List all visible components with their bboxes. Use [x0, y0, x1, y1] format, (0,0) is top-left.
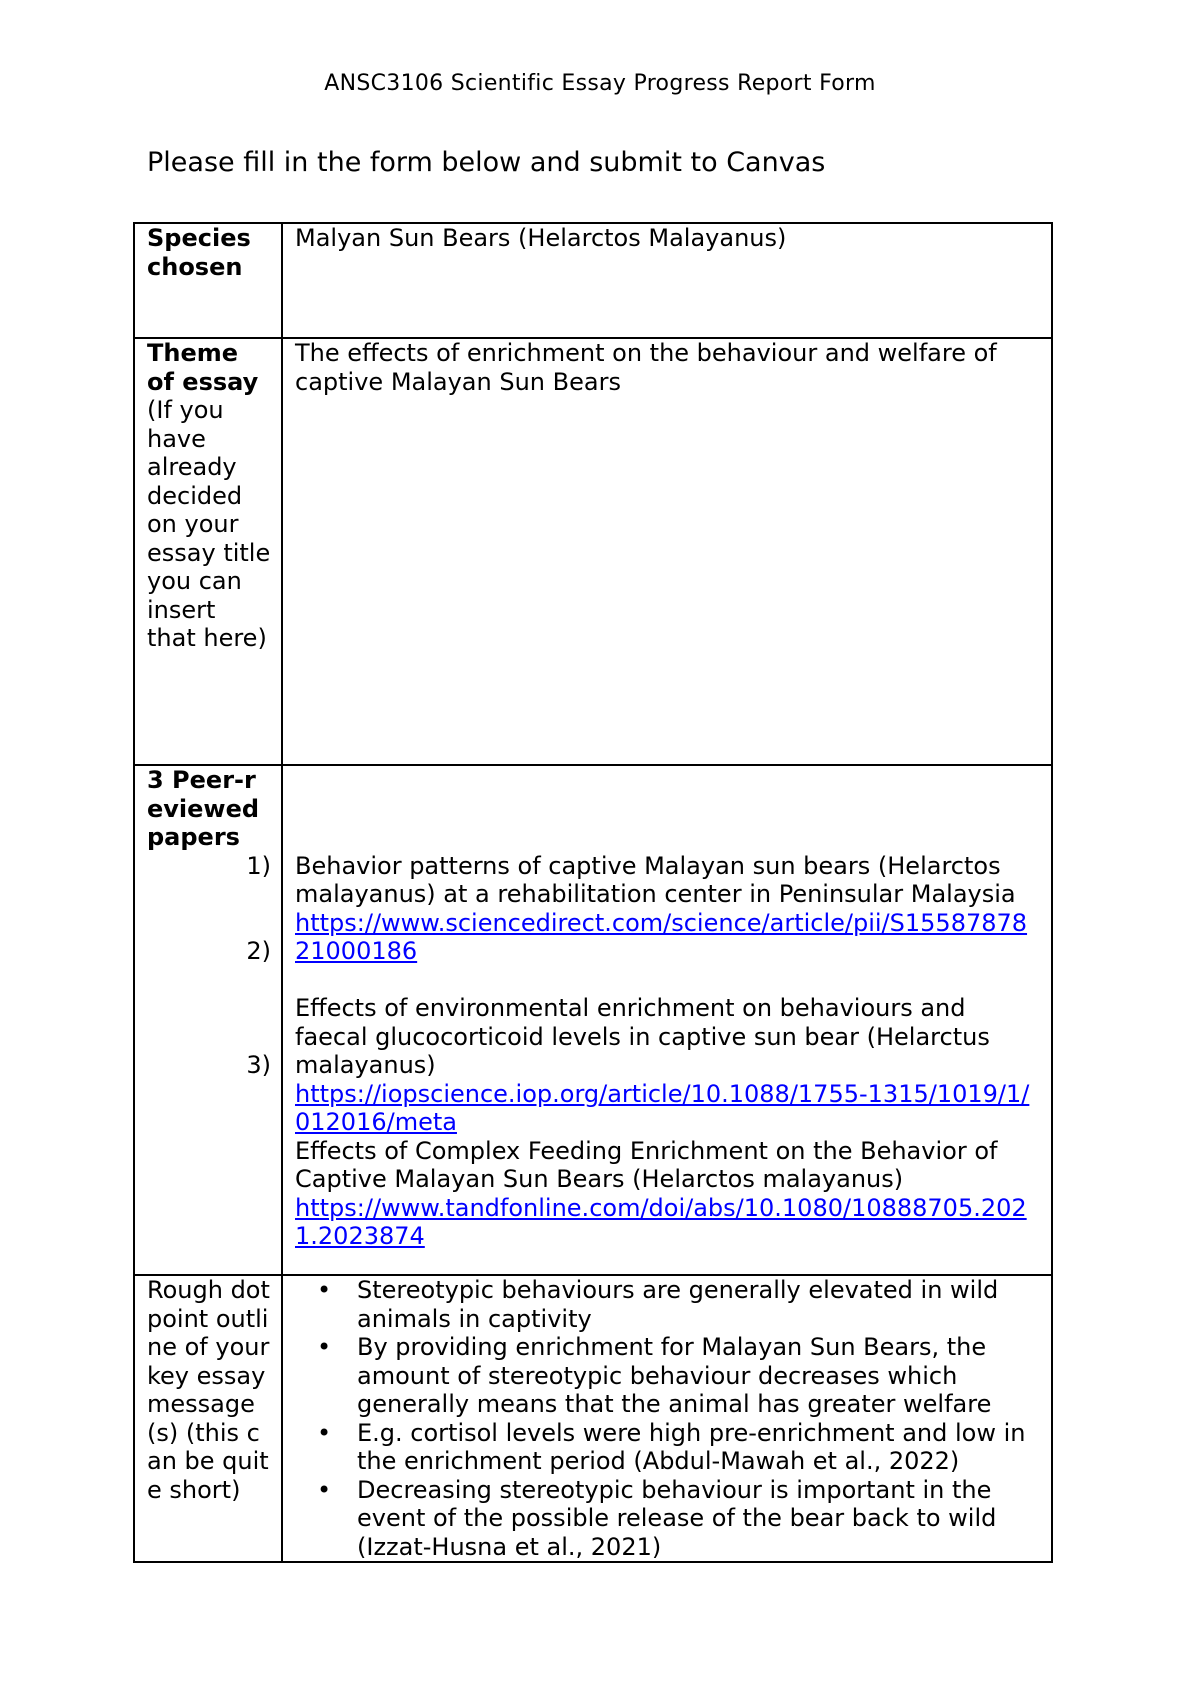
outline-row — [134, 1275, 1052, 1562]
species-value-cell[interactable] — [282, 223, 1052, 338]
species-label-cell — [134, 223, 282, 338]
bullet-dot-icon: • — [317, 1475, 332, 1504]
theme-label: Theme of essay — [147, 339, 259, 396]
paper-entry-2 — [295, 994, 1041, 1137]
species-label: Species chosen — [147, 224, 251, 281]
outline-label-cell — [134, 1275, 282, 1562]
outline-bullet-2 — [317, 1333, 1041, 1419]
paper-link-2[interactable]: https://iopscience.iop.org/article/10.1088/1755-1315/1019/1/012016/meta — [295, 1079, 1030, 1136]
paper-number-3: 3) — [246, 1051, 271, 1079]
theme-value-cell[interactable] — [282, 338, 1052, 765]
outline-label: Rough dot point outline of your key essay message(s) (this can be quite short) — [147, 1276, 270, 1504]
paper-title-2: Effects of environmental enrichment on behaviours and faecal glucocorticoid levels in captive sun bear (Helarctus malayanus) — [295, 994, 990, 1079]
papers-row — [134, 765, 1052, 1275]
theme-row — [134, 338, 1052, 765]
paper-entry-1 — [295, 852, 1041, 966]
theme-label-cell — [134, 338, 282, 765]
papers-label: 3 Peer-reviewed papers — [147, 766, 260, 851]
paper-link-1[interactable]: https://www.sciencedirect.com/science/article/pii/S1558787821000186 — [295, 908, 1028, 965]
theme-label-note: (If you have already decided on your essay title you can insert that here) — [147, 396, 271, 652]
paper-entry-3 — [295, 1137, 1041, 1251]
species-value: Malyan Sun Bears (Helarctos Malayanus) — [295, 224, 787, 252]
progress-report-table — [133, 222, 1053, 1563]
outline-bullet-list — [295, 1276, 1041, 1561]
papers-label-cell — [134, 765, 282, 1275]
outline-bullet-text-1: Stereotypic behaviours are generally elevated in wild animals in captivity — [357, 1276, 999, 1333]
outline-bullet-1 — [317, 1276, 1041, 1333]
paper-link-3[interactable]: https://www.tandfonline.com/doi/abs/10.1080/10888705.2021.2023874 — [295, 1193, 1027, 1250]
outline-value-cell[interactable] — [282, 1275, 1052, 1562]
bullet-dot-icon: • — [317, 1276, 332, 1304]
outline-bullet-4 — [317, 1475, 1041, 1562]
paper-title-1: Behavior patterns of captive Malayan sun bears (Helarctos malayanus) at a rehabilitation center in Peninsular Malaysia — [295, 851, 1016, 908]
papers-value-cell[interactable] — [282, 765, 1052, 1275]
bullet-dot-icon: • — [317, 1333, 332, 1361]
paper-number-2: 2) — [246, 937, 271, 965]
document-title: ANSC3106 Scientific Essay Progress Report Form — [324, 71, 876, 96]
bullet-dot-icon: • — [317, 1418, 332, 1447]
form-instruction: Please fill in the form below and submit to Canvas — [147, 147, 826, 178]
outline-bullet-text-4: Decreasing stereotypic behaviour is important in the event of the possible release of the bear back to wild (Izzat-Husna et al., 2021) — [357, 1475, 997, 1561]
outline-bullet-3 — [317, 1418, 1041, 1476]
paper-number-1: 1) — [246, 851, 271, 880]
paper-title-3: Effects of Complex Feeding Enrichment on the Behavior of Captive Malayan Sun Bears (Helarctos malayanus) — [295, 1136, 998, 1193]
outline-bullet-text-2: By providing enrichment for Malayan Sun Bears, the amount of stereotypic behaviour decreases which generally means that the animal has greater welfare — [357, 1333, 992, 1418]
outline-bullet-text-3: E.g. cortisol levels were high pre-enrichment and low in the enrichment period (Abdul-Mawah et al., 2022) — [357, 1418, 1026, 1475]
species-row — [134, 223, 1052, 338]
theme-value: The effects of enrichment on the behaviour and welfare of captive Malayan Sun Bears — [295, 339, 997, 396]
